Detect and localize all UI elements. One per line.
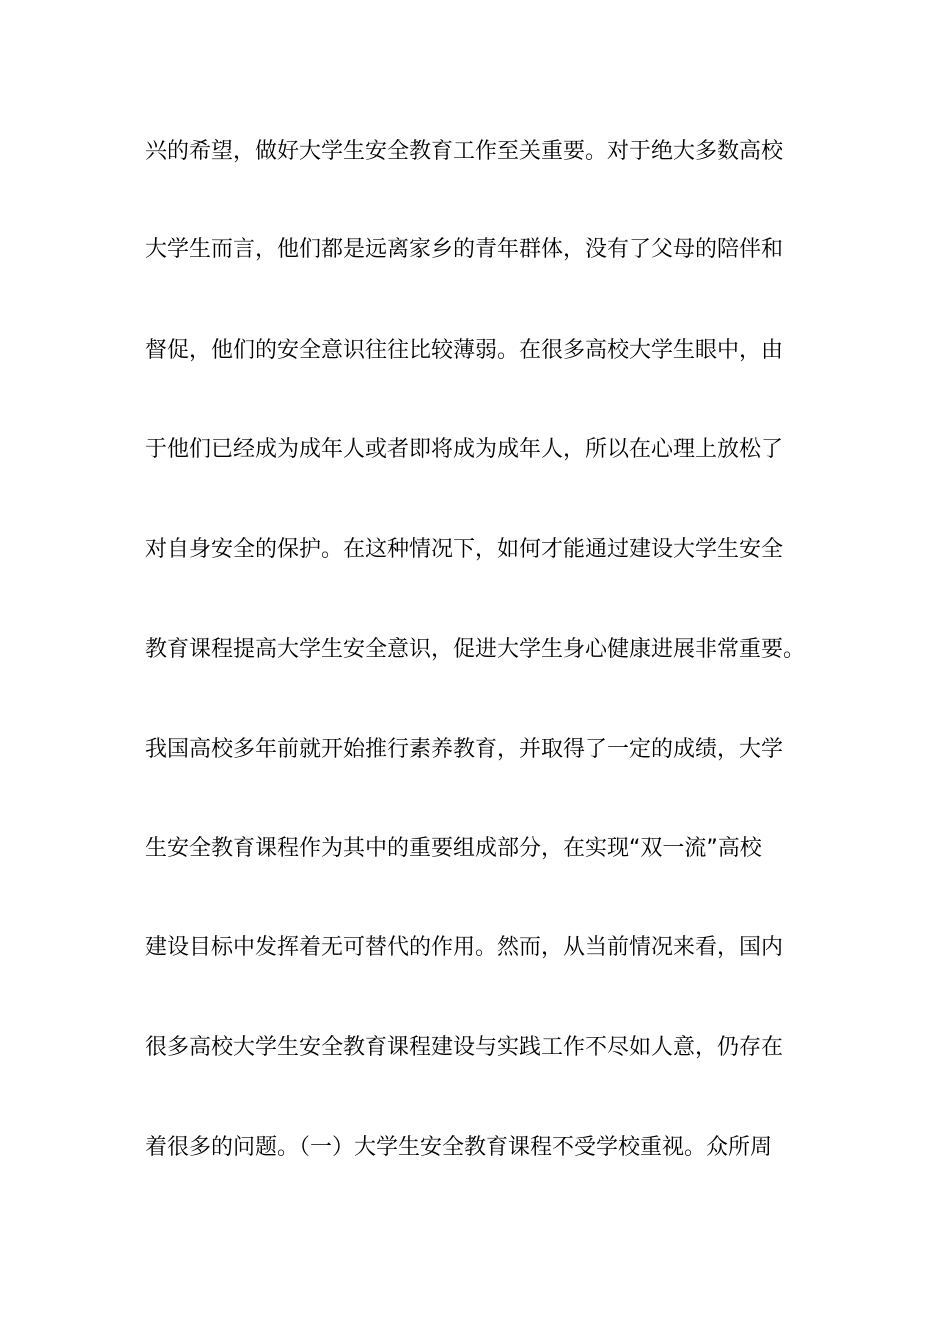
body-text-line: 我国高校多年前就开始推行素养教育，并取得了一定的成绩，大学 xyxy=(145,737,784,762)
body-text-line: 教育课程提高大学生安全意识，促进大学生身心健康进展非常重要。 xyxy=(145,637,806,662)
body-text-line: 大学生而言，他们都是远离家乡的青年群体，没有了父母的陪伴和 xyxy=(145,237,784,262)
body-text-line: 于他们已经成为成年人或者即将成为成年人，所以在心理上放松了 xyxy=(145,437,784,462)
body-text-line: 很多高校大学生安全教育课程建设与实践工作不尽如人意，仍存在 xyxy=(145,1035,784,1060)
body-text-line: 建设目标中发挥着无可替代的作用。然而，从当前情况来看，国内 xyxy=(145,935,784,960)
body-text-line: 着很多的问题。（一）大学生安全教育课程不受学校重视。众所周 xyxy=(145,1135,773,1160)
body-text-line: 兴的希望，做好大学生安全教育工作至关重要。对于绝大多数高校 xyxy=(145,139,784,164)
body-text-line: 生安全教育课程作为其中的重要组成部分，在实现“双一流”高校 xyxy=(145,836,762,861)
body-text-line: 对自身安全的保护。在这种情况下，如何才能通过建设大学生安全 xyxy=(145,537,784,562)
body-text-line: 督促，他们的安全意识往往比较薄弱。在很多高校大学生眼中，由 xyxy=(145,338,784,363)
